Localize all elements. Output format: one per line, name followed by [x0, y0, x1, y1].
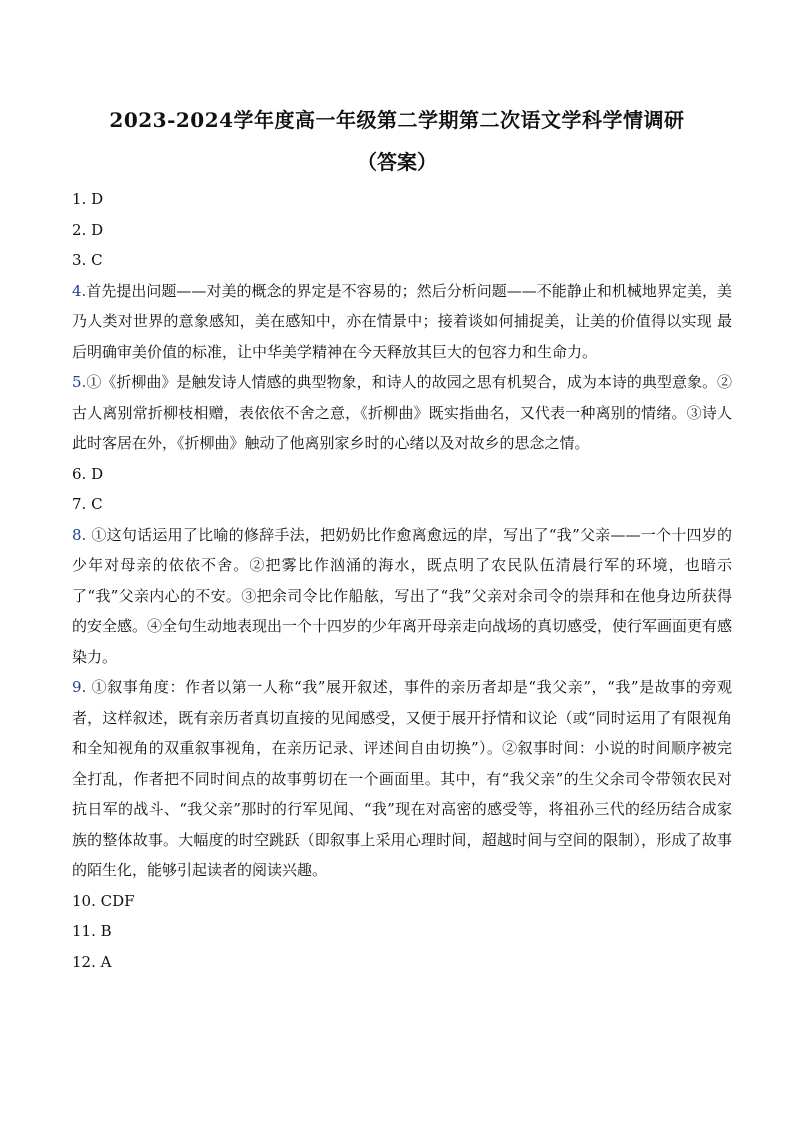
- page-title: 2023-2024学年度高一年级第二学期第二次语文学科学情调研: [109, 108, 685, 132]
- answer-item-5: [72, 367, 732, 459]
- answer-number: 10.: [72, 891, 96, 910]
- answer-item-10: [72, 886, 732, 917]
- answer-item-3: [72, 245, 732, 276]
- answer-item-12: [72, 947, 732, 978]
- answer-item-7: [72, 489, 732, 520]
- answer-number: 7.: [72, 495, 87, 513]
- answer-number: 9.: [72, 678, 87, 696]
- answer-text: CDF: [95, 891, 135, 910]
- answer-number: 1.: [72, 190, 87, 208]
- answer-list: [72, 184, 732, 977]
- answer-item-9: [72, 672, 732, 886]
- answer-item-8: [72, 520, 732, 673]
- answer-number: 8.: [72, 525, 87, 544]
- answer-number: 5.: [72, 373, 87, 391]
- answer-number: 4.: [72, 281, 87, 300]
- answer-number: 6.: [72, 464, 87, 483]
- answer-text: ①《折柳曲》是触发诗人情感的典型物象，和诗人的故园之思有机契合，成为本诗的典型意象。②古人离别常折柳枝相赠，表依依不舍之意，《折柳曲》既实指曲名，又代表一种离别的情绪。③诗人此时客居在外，《折柳曲》触动了他离别家乡时的心绪以及对故乡的思念之情。: [72, 373, 732, 452]
- answer-text: ①这句话运用了比喻的修辞手法，把奶奶比作愈离愈远的岸，写出了“我”父亲——一个十四岁的少年对母亲的依依不舍。②把雾比作汹涌的海水，既点明了农民队伍清晨行军的环境，也暗示了“我”父亲内心的不安。③把余司令比作船舷，写出了“我”父亲对余司令的崇拜和在他身边所获得的安全感。④全句生动地表现出一个十四岁的少年离开母亲走向战场的真切感受，使行军画面更有感染力。: [72, 525, 733, 666]
- page-subtitle: （答案）: [357, 150, 437, 174]
- answer-text: B: [95, 922, 112, 940]
- answer-text: A: [95, 952, 112, 971]
- answer-item-1: [72, 184, 732, 215]
- answer-number: 2.: [72, 220, 87, 239]
- answer-text: D: [86, 464, 104, 483]
- answer-item-4: [72, 276, 732, 368]
- answer-text: D: [86, 220, 104, 239]
- answer-text: 首先提出问题——对美的概念的界定是不容易的；然后分析问题——不能静止和机械地界定美，美乃人类对世界的意象感知，美在感知中，亦在情景中；接着谈如何捕捉美，让美的价值得以实现 最后明确审美价值的标准，让中华美学精神在今天释放其巨大的包容力和生命力。: [72, 281, 732, 361]
- answer-text: C: [86, 495, 103, 513]
- answer-text: C: [86, 251, 103, 269]
- answer-text: ①叙事角度：作者以第一人称“我”展开叙述，事件的亲历者却是“我父亲”，“我”是故事的旁观者，这样叙述，既有亲历者真切直接的见闻感受，又便于展开抒情和议论（或“同时运用了有限视角和全知视角的双重叙事视角，在亲历记录、评述间自由切换”）。②叙事时间：小说的时间顺序被完全打乱，作者把不同时间点的故事剪切在一个画面里。其中，有“我父亲”的生父余司令带领农民对抗日军的战斗、“我父亲”那时的行军见闻、“我”现在对高密的感受等，将祖孙三代的经历结合成家族的整体故事。大幅度的时空跳跃（即叙事上采用心理时间，超越时间与空间的限制），形成了故事的陌生化，能够引起读者的阅读兴趣。: [72, 678, 732, 879]
- answer-number: 3.: [72, 251, 87, 269]
- answer-item-6: [72, 459, 732, 490]
- answer-text: D: [86, 190, 104, 208]
- answer-number: 12.: [72, 952, 96, 971]
- answer-item-2: [72, 215, 732, 246]
- answer-item-11: [72, 916, 732, 947]
- answer-number: 11.: [72, 922, 96, 940]
